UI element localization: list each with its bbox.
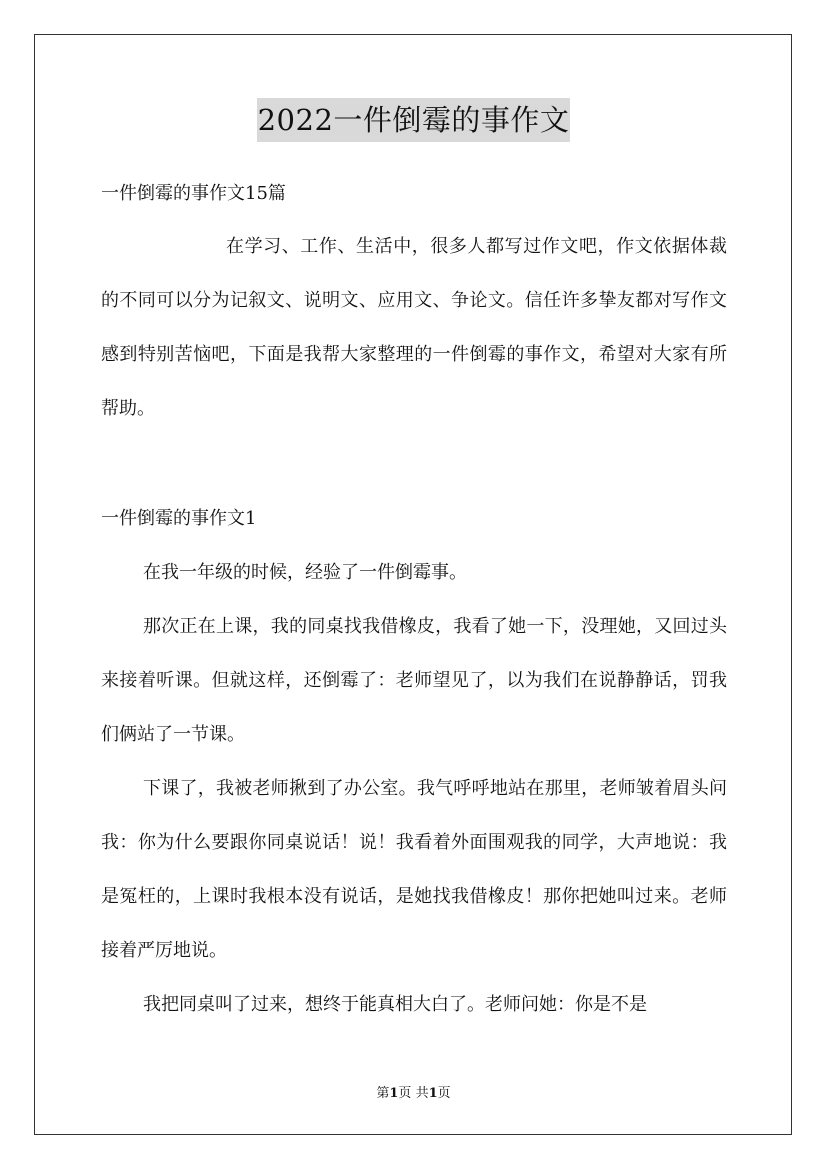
body-paragraph: 那次正在上课，我的同桌找我借橡皮，我看了她一下，没理她，又回过头来接着听课。但就这样，还倒霉了：老师望见了，以为我们在说静静话，罚我们俩站了一节课。 bbox=[101, 616, 727, 745]
total-label-prefix: 共 bbox=[415, 1086, 429, 1101]
body-paragraph: 下课了，我被老师揪到了办公室。我气呼呼地站在那里，老师皱着眉头问我：你为什么要跟你同桌说话！说！我看着外面围观我的同学，大声地说：我是冤枉的，上课时我根本没有说话，是她找我借橡皮！那你把她叫过来。老师接着严厉地说。 bbox=[101, 778, 727, 961]
document-subtitle: 一件倒霉的事作文15篇 bbox=[101, 183, 286, 204]
total-label-suffix: 页 bbox=[437, 1086, 451, 1101]
body-text bbox=[101, 546, 727, 1032]
page-footer bbox=[0, 1082, 827, 1101]
page-label-suffix: 页 bbox=[398, 1086, 412, 1101]
intro-paragraph: 在学习、工作、生活中，很多人都写过作文吧，作文依据体裁的不同可以分为记叙文、说明文、应用文、争论文。信任许多挚友都对写作文感到特别苦恼吧，下面是我帮大家整理的一件倒霉的事作文，希望对大家有所帮助。 bbox=[101, 236, 727, 419]
page-number: 1 bbox=[389, 1086, 399, 1101]
title-container bbox=[0, 98, 827, 142]
total-pages: 1 bbox=[428, 1086, 438, 1101]
page-label-prefix: 第 bbox=[376, 1086, 390, 1101]
section-heading: 一件倒霉的事作文1 bbox=[101, 508, 257, 529]
body-paragraph: 在我一年级的时候，经验了一件倒霉事。 bbox=[143, 562, 467, 583]
body-paragraph: 我把同桌叫了过来，想终于能真相大白了。老师问她：你是不是 bbox=[143, 994, 647, 1015]
document-title: 2022一件倒霉的事作文 bbox=[257, 98, 571, 142]
